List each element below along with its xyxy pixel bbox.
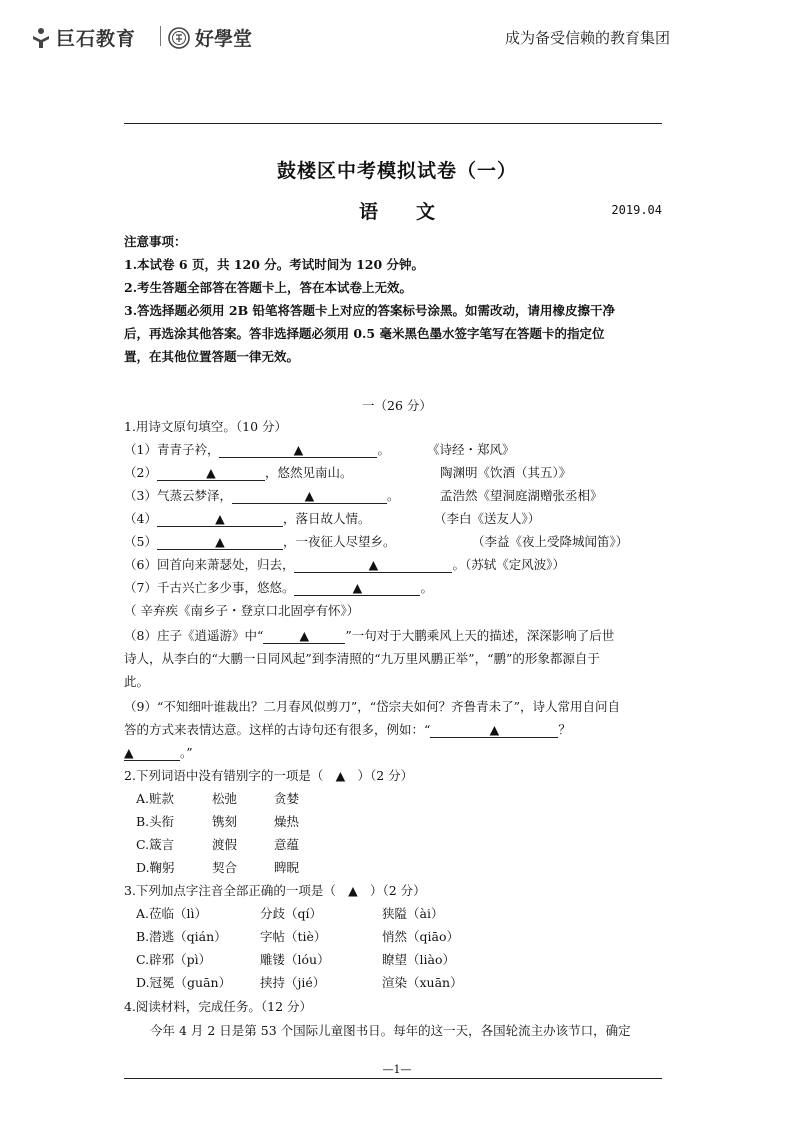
logo-right-text: 好學堂 [195,28,253,50]
blank-marker: ▲ [352,580,363,595]
logo-haoxuetang [168,24,252,51]
blank-marker: ▲ [206,465,216,480]
q1-item-9: （9）“不知细叶谁裁出？二月春风似剪刀”，“岱宗夫如何？齐鲁青未了”，诗人常用自问自 [124,699,621,714]
blank-marker: ▲ [215,534,225,549]
blank-marker: ▲ [215,511,225,526]
notice-line: 后，再选涂其他答案。答非选择题必须用 0.5 毫米黑色墨水签字笔写在答题卡的指定位 [124,326,605,341]
q1-item-4: （4） ▲ ，落日故人情。 （李白《送友人》） [124,511,541,526]
question-4-stem: 4.阅读材料，完成任务。（12 分） [124,999,313,1014]
notice-line: 置，在其他位置答题一律无效。 [124,349,300,364]
notice-heading: 注意事项： [124,234,187,249]
blank-marker: ▲ [299,628,310,643]
q1-item-9-line-2: 答的方式来表情达意。这样的古诗句还有很多，例如：“ ▲ ？ [124,722,571,737]
question-1-stem: 1.用诗文原句填空。（10 分） [124,419,288,434]
q1-item-6: （6）回首向来萧瑟处，归去， ▲ 。（苏轼《定风波》） [124,557,565,572]
exam-date: 2019.04 [611,203,662,217]
logo-divider [160,26,161,46]
q1-item-8-line-2: 诗人，从李白的“大鹏一日同风起”到李清照的“九万里风鹏正举”，“鹏”的形象都源自于 [124,651,600,666]
notice-line: 1.本试卷 6 页，共 120 分。考试时间为 120 分钟。 [124,257,425,272]
top-rule [124,123,662,124]
blank-marker: ▲ [293,442,304,457]
page-number: —1— [382,1063,412,1076]
notice-line: 2.考生答题全部答在答题卡上，答在本试卷上无效。 [124,280,413,295]
q1-item-9-line-3: ▲ 。” [124,745,193,760]
q1-item-8: （8）庄子《逍遥游》中“ ▲ ”一句对于大鹏乘风上天的描述，深深影响了后世 [124,628,615,643]
blank-marker: ▲ [489,722,500,737]
logo-jushi [30,24,136,51]
page-header [30,24,764,50]
question-3-stem: 3.下列加点字注音全部正确的一项是（ ▲ ）（2 分） [124,883,426,898]
header-slogan: 成为备受信赖的教育集团 [504,29,670,47]
q4-paragraph: 今年 4 月 2 日是第 53 个国际儿童图书日。每年的这一天，各国轮流主办该节口，确定 [150,1023,631,1038]
blank-marker: ▲ [348,883,358,898]
logo-left-text: 巨石教育 [56,28,137,50]
q1-item-2: （2） ▲ ，悠然见南山。 陶渊明《饮酒（其五）》 [124,465,572,480]
blank-marker: ▲ [335,768,346,783]
q1-item-5: （5） ▲ ，一夜征人尽望乡。 （李益《夜上受降城闻笛》） [124,534,629,549]
q1-item-7: （7）千古兴亡多少事，悠悠。 ▲ 。 [124,580,433,595]
q1-item-3: （3）气蒸云梦泽， ▲ 。 孟浩然《望洞庭湖赠张丞相》 [124,488,603,503]
q1-item-1: （1）青青子衿， ▲ 。 《诗经・郑风》 [124,442,515,457]
subject-heading: 语文 [358,201,473,223]
q1-item-7-source: （ 辛弃疾《南乡子・登京口北固亭有怀》） [124,603,360,618]
blank-marker: ▲ [124,745,134,760]
blank-marker: ▲ [368,557,379,572]
question-2-stem: 2.下列词语中没有错别字的一项是（ ▲ ）（2 分） [124,768,414,783]
seal-logo-icon [168,27,190,49]
blank-marker: ▲ [304,488,315,503]
exam-title: 鼓楼区中考模拟试卷（一） [276,160,517,182]
q1-item-8-line-3: 此。 [124,674,150,689]
bottom-rule [124,1078,662,1079]
person-logo-icon [30,27,52,49]
section-heading: 一（26 分） [362,398,432,413]
notice-line: 3.答选择题必须用 2B 铅笔将答题卡上对应的答案标号涂黑。如需改动，请用橡皮擦干净 [124,303,616,318]
